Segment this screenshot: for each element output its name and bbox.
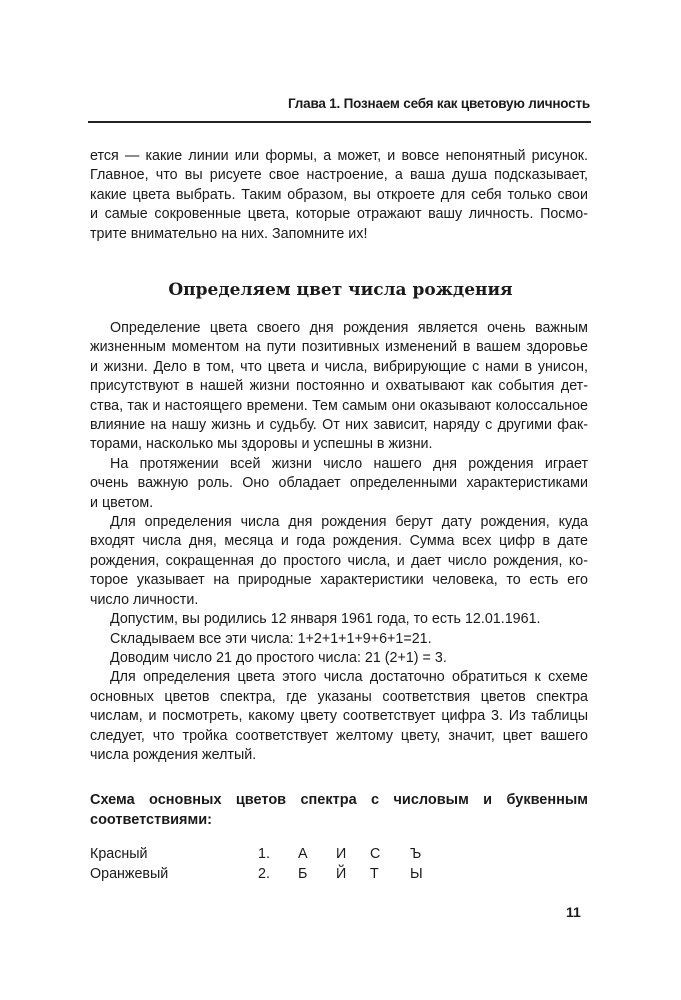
letter: С [370, 846, 381, 862]
text-line: Складываем все эти числа: 1+2+1+1+9+6+1=21. [110, 630, 432, 647]
text-line: ется — какие линии или формы, а может, и вовсе непонятный рисунок. [90, 148, 588, 164]
paragraph [90, 649, 588, 668]
text-line: входят числа дня, месяца и года рождения. Сумма всех цифр в дате [90, 533, 588, 550]
paragraph [90, 630, 588, 649]
letter: Б [298, 866, 308, 882]
text-line: Определение цвета своего дня рождения является очень важным [110, 320, 588, 336]
running-head: Глава 1. Познаем себя как цветовую личность [288, 96, 590, 111]
text-line: Для определения цвета этого числа достаточно обратиться к схеме [110, 669, 588, 686]
letter: А [298, 846, 308, 862]
text-line: число личности. [90, 591, 199, 608]
header-rule [88, 121, 591, 123]
letter: Т [370, 866, 379, 882]
text-line: очень важную роль. Оно обладает определенными характеристиками [90, 475, 588, 492]
text-line: и жизни. Дело в том, что цвета и числа, вибрирующие с нами в унисон, [90, 358, 588, 375]
letter: Ъ [410, 846, 422, 862]
text-line: следует, что тройка соответствует желтому цвету, значит, цвет вашего [90, 727, 588, 744]
text-line: Схема основных цветов спектра с числовым и буквенным [90, 792, 588, 808]
text-line: и цветом. [90, 494, 154, 511]
text-line: Для определения числа дня рождения берут дату рождения, куда [110, 514, 588, 531]
text-line: присутствуют в нашей жизни постоянно и охватывают как события дет- [90, 378, 588, 395]
text-line: соответствиями: [90, 812, 212, 828]
color-number: 1. [258, 846, 270, 862]
text-line: какие цвета выбрать. Таким образом, вы откроете для себя только свои [90, 186, 588, 203]
text-line: числа рождения желтый. [90, 746, 257, 763]
text-line: основных цветов спектра, где указаны соответствия цветов спектра [90, 688, 588, 705]
text-line: трите внимательно на них. Запомните их! [90, 225, 368, 242]
text-line: Главное, что вы рисуете свое настроение, а ваша душа подсказывает, [90, 167, 588, 184]
letter: Ы [410, 866, 423, 882]
paragraph [90, 513, 588, 610]
text-line: торое указывает на природные характеристики человека, то есть его [90, 572, 588, 589]
letter: И [336, 846, 347, 862]
paragraph [90, 319, 588, 455]
text-line: жизненным моментом на пути позитивных изменений в вашем здоровье [90, 339, 588, 356]
color-number: 2. [258, 866, 270, 882]
page-number: 11 [566, 904, 581, 920]
text-line: На протяжении всей жизни число нашего дня рождения играет [110, 455, 588, 472]
text-line: рождения, сокращенная до простого числа, и дает число рождения, ко- [90, 552, 588, 569]
scheme-title [90, 790, 588, 830]
paragraph [90, 455, 588, 513]
section-body [90, 319, 588, 765]
section-heading: Определяем цвет числа рождения [168, 280, 513, 300]
paragraph [90, 610, 588, 629]
text-line: Доводим число 21 до простого числа: 21 (2+1) = 3. [110, 649, 447, 666]
letter: Й [336, 866, 347, 882]
text-line: и самые сокровенные цвета, которые отражают вашу личность. Посмо- [90, 206, 588, 223]
color-name: Оранжевый [90, 866, 169, 882]
text-line: ства, так и настоящего времени. Тем самым они оказывают колоссальное [90, 397, 588, 414]
text-line: торами, насколько мы здоровы и успешны в жизни. [90, 436, 433, 453]
text-line: Допустим, вы родились 12 января 1961 года, то есть 12.01.1961. [110, 611, 541, 628]
text-line: числам, и посмотреть, какому цвету соответствует цифра 3. Из таблицы [90, 708, 588, 725]
text-line: влияние на нашу жизнь и судьбу. От них зависит, наряду с другими фак- [90, 417, 588, 434]
paragraph [90, 668, 588, 765]
color-name: Красный [90, 846, 148, 862]
intro-paragraph [90, 147, 588, 244]
